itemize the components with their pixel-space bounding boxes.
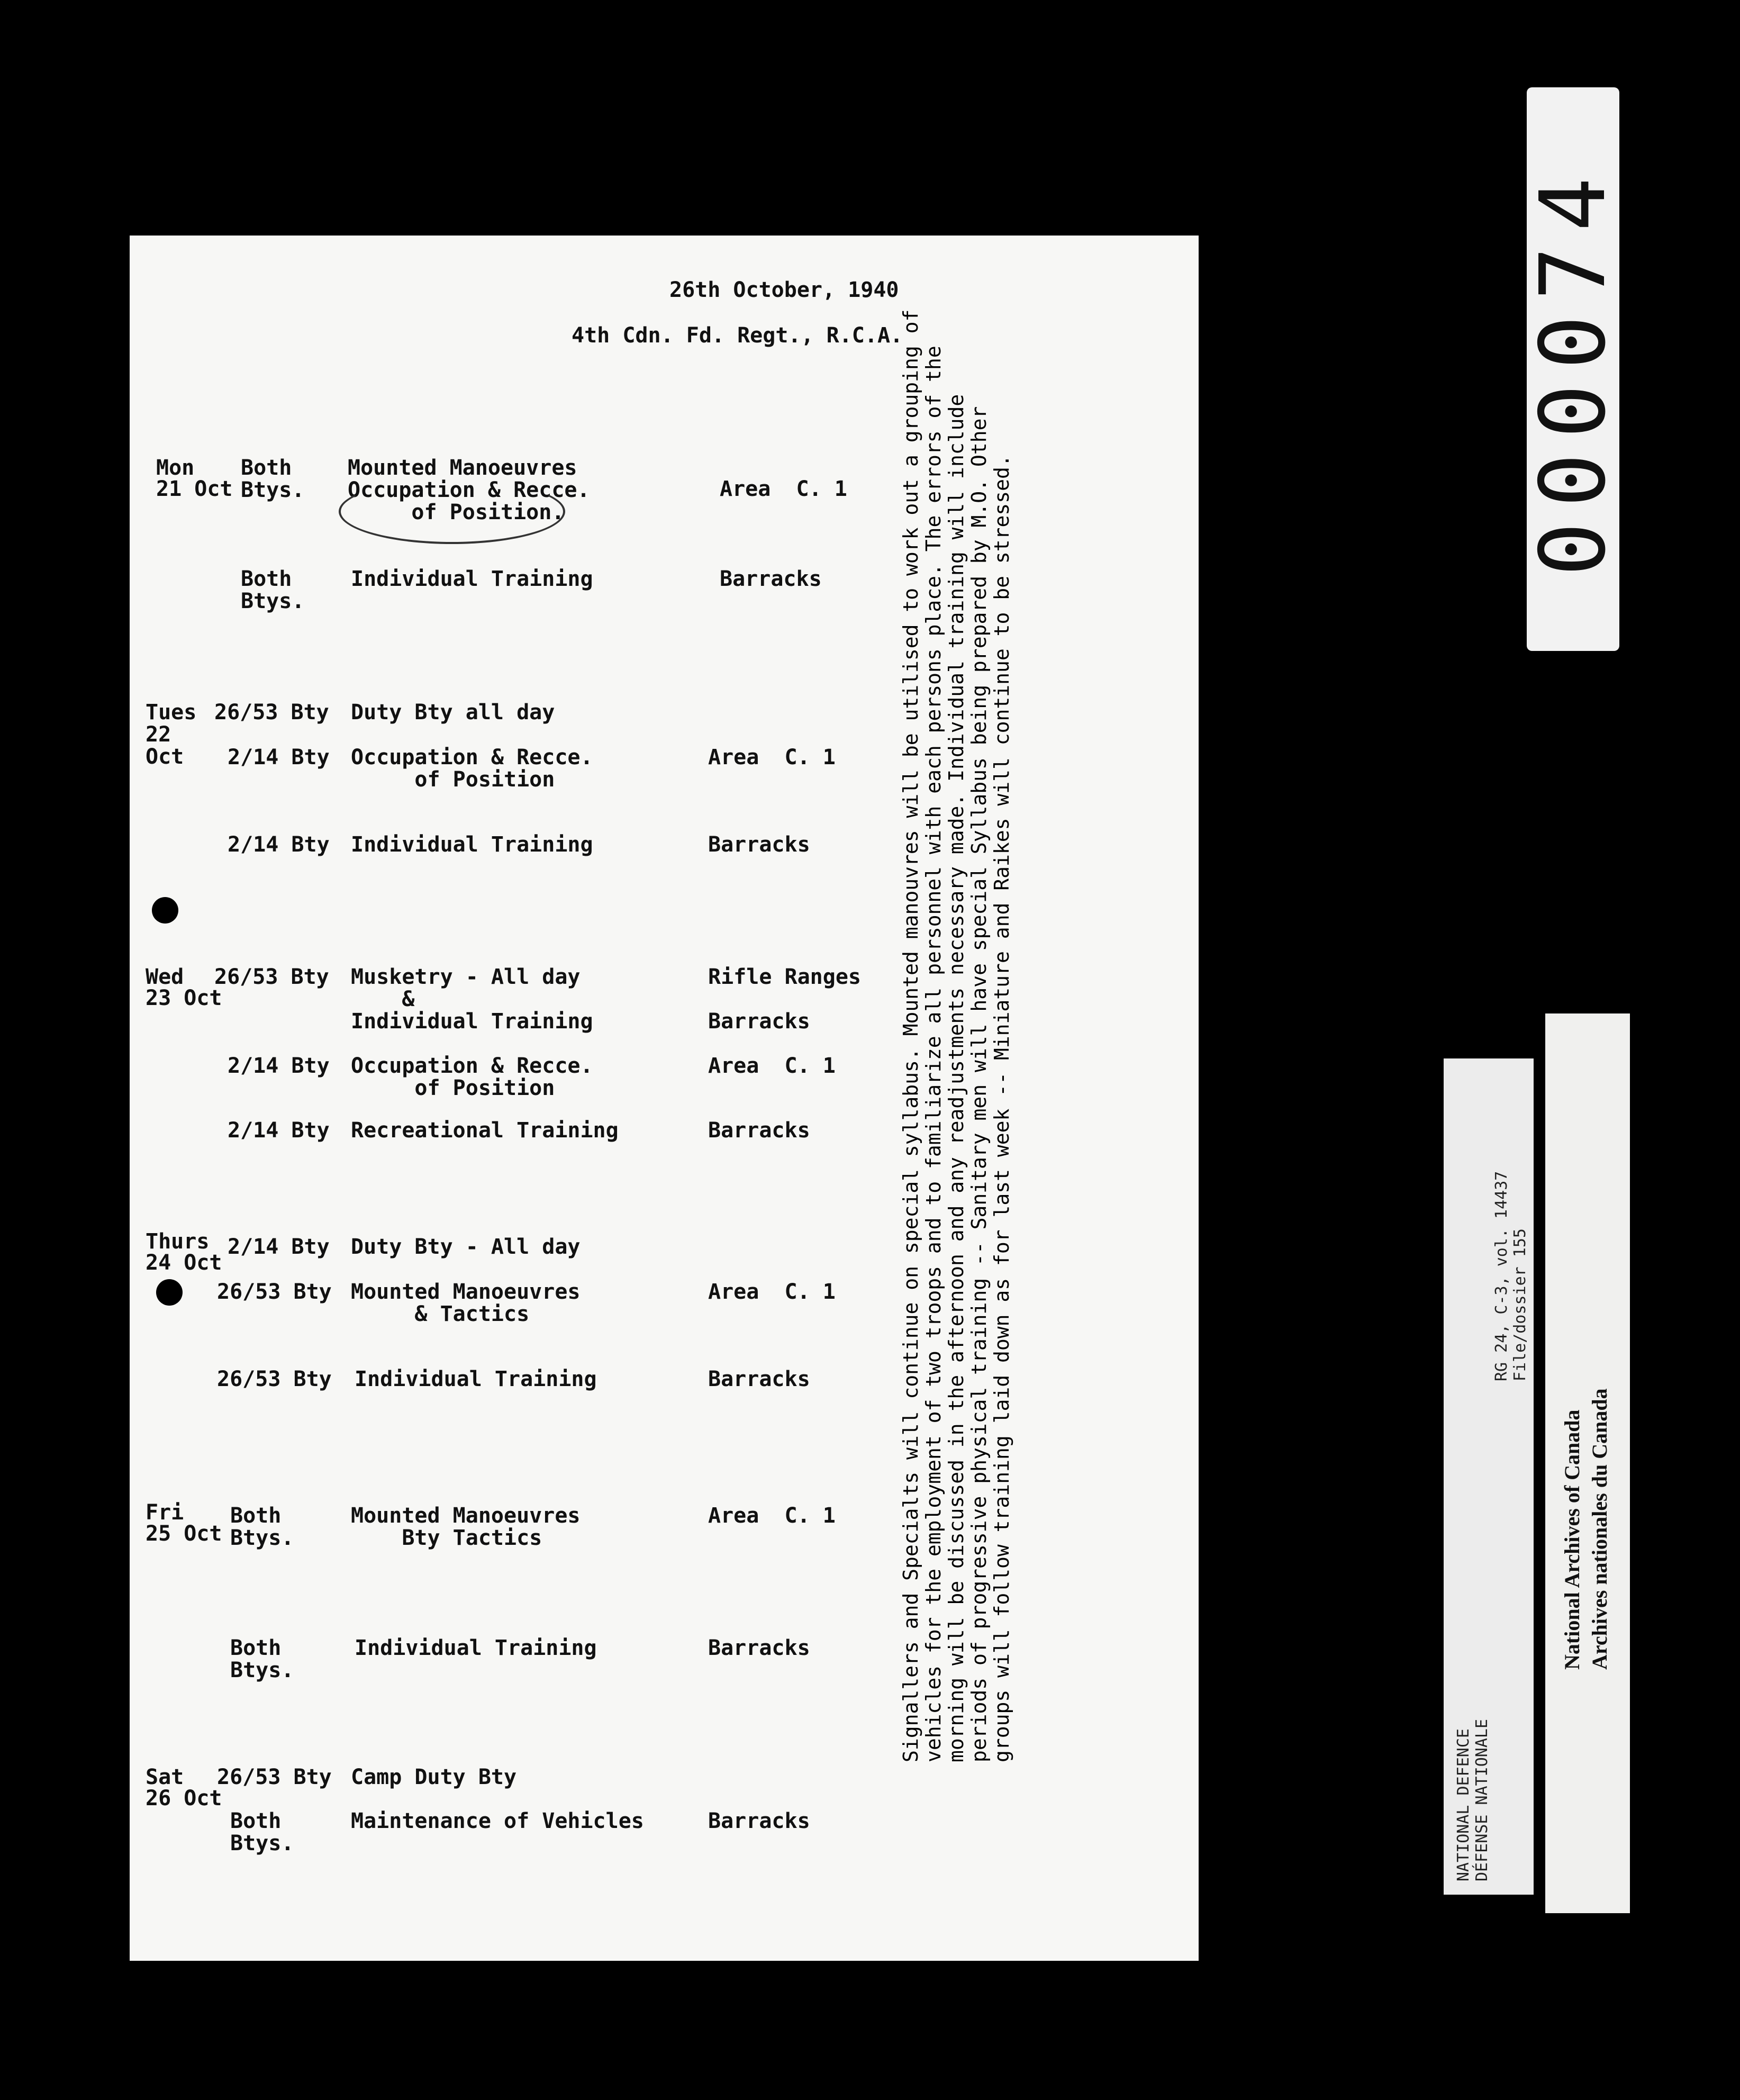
frame-number: 000074 xyxy=(1520,162,1626,576)
tue-who-1: 26/53 Bty xyxy=(214,700,329,725)
wed-activity-2: Occupation & Recce. of Position xyxy=(351,1054,593,1100)
day-label-thu: Thurs xyxy=(146,1229,210,1254)
day-date-mon: 21 Oct xyxy=(156,477,233,501)
punch-hole-1 xyxy=(152,897,178,924)
mon-who-2: Both Btys. xyxy=(241,567,305,613)
mon-activity-1: Mounted Manoeuvres Occupation & Recce. of Position. xyxy=(348,456,590,524)
fri-who-2: Both Btys. xyxy=(230,1636,294,1682)
day-date-fri: 25 Oct xyxy=(146,1522,222,1546)
sat-who-2: Both Btys. xyxy=(230,1809,294,1855)
ref-file: File/dossier 155 xyxy=(1511,1228,1529,1381)
side-note-line: groups will follow training laid down as for last week -- Miniature and Raikes will continue to be stressed. xyxy=(990,455,1013,1762)
mon-who-1: Both Btys. xyxy=(241,456,305,502)
handwritten-circle-mark xyxy=(339,479,565,544)
sat-activity-1: Camp Duty Bty xyxy=(351,1765,517,1789)
tue-location-2: Area C. 1 xyxy=(708,745,836,770)
wed-location-2: Area C. 1 xyxy=(708,1054,836,1078)
day-date-wed: 23 Oct xyxy=(146,986,222,1010)
day-label-wed: Wed xyxy=(146,965,184,989)
day-label-sat: Sat xyxy=(146,1765,184,1789)
side-note xyxy=(900,106,1027,1762)
fri-location-2: Barracks xyxy=(708,1636,810,1660)
mon-location-1: Area C. 1 xyxy=(720,477,847,501)
tue-activity-2: Occupation & Recce. of Position xyxy=(351,745,593,792)
day-label-mon: Mon xyxy=(156,456,195,480)
thu-activity-2: Mounted Manoeuvres & Tactics xyxy=(351,1280,581,1326)
wed-location-1: Rifle Ranges Barracks xyxy=(708,965,861,1034)
wed-activity-3: Recreational Training xyxy=(351,1118,619,1143)
wed-who-1: 26/53 Bty xyxy=(214,965,329,989)
thu-who-1: 2/14 Bty xyxy=(228,1235,330,1259)
punch-hole-2 xyxy=(156,1279,183,1306)
side-note-line: Signallers and Specialts will continue on special syllabus. Mounted manouvres will be utilised to work out a grouping of xyxy=(899,309,922,1762)
day-date-thu: 24 Oct xyxy=(146,1251,222,1275)
document-page xyxy=(130,236,1199,1961)
document-unit: 4th Cdn. Fd. Regt., R.C.A. xyxy=(572,323,903,348)
archives-name-en: National Archives of Canada xyxy=(1560,1409,1584,1670)
day-date-sat: 26 Oct xyxy=(146,1786,222,1811)
thu-who-3: 26/53 Bty xyxy=(217,1367,332,1391)
fri-activity-1: Mounted Manoeuvres Bty Tactics xyxy=(351,1504,581,1550)
tue-activity-3: Individual Training xyxy=(351,832,593,857)
frame-number-stamp xyxy=(1520,87,1626,651)
tue-who-3: 2/14 Bty xyxy=(228,832,330,857)
sat-who-1: 26/53 Bty xyxy=(217,1765,332,1789)
dept-en: NATIONAL DEFENCE xyxy=(1454,1728,1473,1881)
fri-location-1: Area C. 1 xyxy=(708,1504,836,1528)
tue-activity-1: Duty Bty all day xyxy=(351,700,555,725)
mon-activity-2: Individual Training xyxy=(351,567,593,591)
thu-activity-1: Duty Bty - All day xyxy=(351,1235,581,1259)
thu-who-2: 26/53 Bty xyxy=(217,1280,332,1304)
wed-who-2: 2/14 Bty xyxy=(228,1054,330,1078)
day-label-fri: Fri xyxy=(146,1500,184,1525)
fri-who-1: Both Btys. xyxy=(230,1504,294,1550)
archive-reference-label xyxy=(1444,1058,1534,1895)
sat-location-2: Barracks xyxy=(708,1809,810,1833)
day-label-tue: Tues 22 Oct xyxy=(146,700,197,769)
tue-location-3: Barracks xyxy=(708,832,810,857)
wed-location-3: Barracks xyxy=(708,1118,810,1143)
thu-location-2: Area C. 1 xyxy=(708,1280,836,1304)
sat-activity-2: Maintenance of Vehicles xyxy=(351,1809,644,1833)
thu-location-3: Barracks xyxy=(708,1367,810,1391)
fri-activity-2: Individual Training xyxy=(355,1636,597,1660)
side-note-line: morning will be discussed in the afternoon and any readjustments necessary made. Individual training will include xyxy=(945,394,968,1762)
thu-activity-3: Individual Training xyxy=(355,1367,597,1391)
mon-location-2: Barracks xyxy=(720,567,822,591)
archives-canada-label xyxy=(1545,1013,1630,1913)
side-note-line: vehicles for the employment of two troops and to familiarize all personnel with each persons place. The errors of the xyxy=(922,346,945,1762)
wed-activity-1: Musketry - All day & Individual Training xyxy=(351,965,593,1034)
document-date: 26th October, 1940 xyxy=(669,278,899,302)
dept-fr: DÉFENSE NATIONALE xyxy=(1473,1718,1491,1881)
archives-name-fr: Archives nationales du Canada xyxy=(1588,1388,1611,1670)
side-note-line: periods of progressive physical training -- Sanitary men will have special Syllabus being prepared by M.O. Other xyxy=(967,406,991,1762)
ref-volume: RG 24, C-3, vol. 14437 xyxy=(1492,1171,1511,1381)
tue-who-2: 2/14 Bty xyxy=(228,745,330,770)
wed-who-3: 2/14 Bty xyxy=(228,1118,330,1143)
